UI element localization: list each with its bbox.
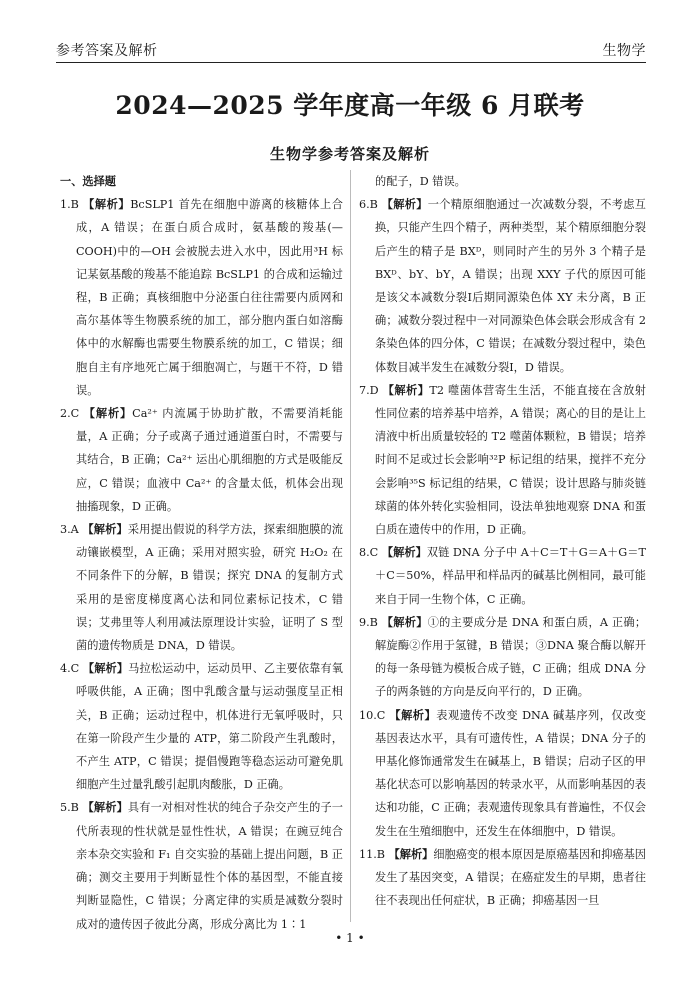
analysis-tag: 【解析】 bbox=[381, 545, 427, 560]
answer-text: BcSLP1 首先在细胞中游离的核糖体上合成，A 错误；在蛋白质合成时，氨基酸的羧基(—COOH)中的—OH 会被脱去进入水中，因此用³H 标记某氨基酸的羧基不能追踪 BcSLP1 的合成和运输过程，B 正确；真核细胞中分泌蛋白往往需要内质网和高尔基体等生物膜系统的加工，部分胞内蛋白如溶酶体中的水解酶也需要生物膜系统的加工，C 错误；细胞自主有序地死亡属于细胞凋亡，与题干不符，D 错误。 bbox=[76, 198, 343, 397]
answer-number: 7.D bbox=[359, 383, 379, 397]
answer-3 bbox=[60, 518, 343, 657]
header-left-label: 参考答案及解析 bbox=[56, 43, 158, 59]
analysis-tag: 【解析】 bbox=[381, 614, 428, 629]
answer-7 bbox=[359, 379, 646, 541]
page-header bbox=[56, 36, 646, 62]
page-title: 2024—2025 学年度高一年级 6 月联考 bbox=[115, 91, 585, 120]
answer-11 bbox=[359, 843, 646, 913]
answer-8 bbox=[359, 541, 646, 611]
answer-text: ①的主要成分是 DNA 和蛋白质，A 正确；解旋酶②作用于氢键，B 错误；③DNA 聚合酶以解开的每一条母链为模板合成子链，C 正确；组成 DNA 分子的两条链的方向是反向平行的，D 正确。 bbox=[375, 615, 647, 699]
answer-text: 一个精原细胞通过一次减数分裂，不考虑互换，只能产生四个精子，两种类型，某个精原细胞分裂后产生的精子是 BXᴰ，则同时产生的另外 3 个精子是 BXᴰ、bY、bY，A 错误；出现 XXY 子代的原因可能是该父本减数分裂Ⅰ后期同源染色体 XY 未分离，B 正确；减数分裂过程中一对同源染色体会联会形成含有 2 条染色体的四分体，C 错误；在减数分裂过程中，染色体数目减半发生在减数分裂Ⅰ，D 错误。 bbox=[375, 198, 646, 374]
section-heading: 一、选择题 bbox=[60, 174, 116, 188]
page-number: • 1 • bbox=[335, 931, 365, 945]
left-column bbox=[60, 170, 343, 936]
answer-5-continued: 的配子，D 错误。 bbox=[375, 175, 466, 188]
answer-number: 4.C bbox=[60, 662, 80, 676]
answer-number: 3.A bbox=[60, 523, 79, 537]
answer-4 bbox=[60, 657, 343, 796]
answer-text: 具有一对相对性状的纯合子杂交产生的子一代所表现的性状就是显性性状，A 错误；在豌豆纯合亲本杂交实验和 F₁ 自交实验的基础上提出问题，B 正确；测交主要用于判断显性个体的基因型，不能直接判断显隐性，C 错误；分离定律的实质是减数分裂时成对的遗传因子彼此分离，形成分离比为 1∶1 bbox=[76, 801, 343, 931]
right-column bbox=[359, 170, 646, 913]
answer-6 bbox=[359, 193, 646, 379]
analysis-tag: 【解析】 bbox=[82, 800, 128, 815]
answer-number: 8.C bbox=[359, 546, 379, 560]
column-divider bbox=[350, 170, 351, 922]
answer-number: 5.B bbox=[60, 801, 79, 815]
answer-number: 2.C bbox=[60, 407, 80, 421]
answer-number: 11.B bbox=[359, 847, 386, 861]
answer-text: 表观遗传不改变 DNA 碱基序列，仅改变基因表达水平，具有可遗传性，A 错误；DNA 分子的甲基化修饰通常发生在碱基上，B 错误；启动子区的甲基化状态可以影响基因的转录水平，从而影响基因的表达和功能，C 正确；表观遗传现象具有普遍性，不仅会发生在生殖细胞中，还发生在体细胞中，D 错误。 bbox=[375, 708, 646, 838]
analysis-tag: 【解析】 bbox=[82, 522, 128, 537]
answer-number: 9.B bbox=[359, 615, 378, 629]
answer-10 bbox=[359, 704, 646, 843]
answer-number: 10.C bbox=[359, 708, 386, 722]
answer-text: T2 噬菌体营寄生生活，不能直接在含放射性同位素的培养基中培养，A 错误；离心的目的是让上清液中析出质量较轻的 T2 噬菌体颗粒，B 错误；培养时间不足或过长会影响³²P 标记组的结果，搅拌不充分会影响³⁵S 标记组的结果，C 错误；设计思路与肺炎链球菌的体外转化实验相同，设法单独地观察 DNA 和蛋白质在遗传中的作用，D 正确。 bbox=[375, 383, 646, 537]
answer-5 bbox=[60, 796, 343, 935]
analysis-tag: 【解析】 bbox=[381, 197, 428, 212]
answer-number: 6.B bbox=[359, 198, 378, 212]
answer-text: 马拉松运动中，运动员甲、乙主要依靠有氧呼吸供能，A 正确；图中乳酸含量与运动强度呈正相关，B 正确；运动过程中，机体进行无氧呼吸时，只在第一阶段产生少量的 ATP，第二阶段产生乳酸时，不产生 ATP，C 错误；提倡慢跑等稳态运动可避免肌细胞产生过量乳酸引起肌肉酸胀，D 正确。 bbox=[76, 662, 343, 792]
answer-text: 双链 DNA 分子中 A＋C＝T＋G＝A＋G＝T＋C＝50%，样品甲和样品丙的碱基比例相同，最可能来自于同一生物个体，C 正确。 bbox=[375, 546, 646, 606]
analysis-tag: 【解析】 bbox=[388, 846, 434, 861]
answer-text: 采用提出假说的科学方法，探索细胞膜的流动镶嵌模型，A 正确；采用对照实验，研究 H₂O₂ 在不同条件下的分解，B 错误；探究 DNA 的复制方式采用的是密度梯度离心法和同位素标记技术，C 错误；艾弗里等人利用减法原理设计实验，证明了 S 型菌的遗传物质是 DNA，D 错误。 bbox=[76, 523, 343, 653]
analysis-tag: 【解析】 bbox=[83, 197, 131, 212]
answer-text: 细胞癌变的根本原因是原癌基因和抑癌基因发生了基因突变，A 错误；在癌症发生的早期，患者往往不表现出任何症状，B 正确；抑癌基因一旦 bbox=[375, 847, 646, 908]
answer-2 bbox=[60, 402, 343, 518]
answer-1 bbox=[60, 193, 343, 402]
analysis-tag: 【解析】 bbox=[382, 382, 430, 397]
page-subtitle: 生物学参考答案及解析 bbox=[269, 145, 430, 163]
analysis-tag: 【解析】 bbox=[83, 406, 133, 421]
header-rule bbox=[56, 62, 646, 63]
analysis-tag: 【解析】 bbox=[389, 707, 437, 722]
analysis-tag: 【解析】 bbox=[82, 661, 129, 676]
answer-text: Ca²⁺ 内流属于协助扩散，不需要消耗能量，A 正确；分子或离子通过通道蛋白时，不需要与其结合，B 正确；Ca²⁺ 运出心肌细胞的方式是吸能反应，C 错误；血液中 Ca²⁺ 的含量太低，机体会出现抽搐现象，D 正确。 bbox=[76, 407, 343, 513]
answer-number: 1.B bbox=[60, 198, 79, 212]
header-right-label: 生物学 bbox=[602, 43, 646, 59]
answer-9 bbox=[359, 611, 646, 704]
